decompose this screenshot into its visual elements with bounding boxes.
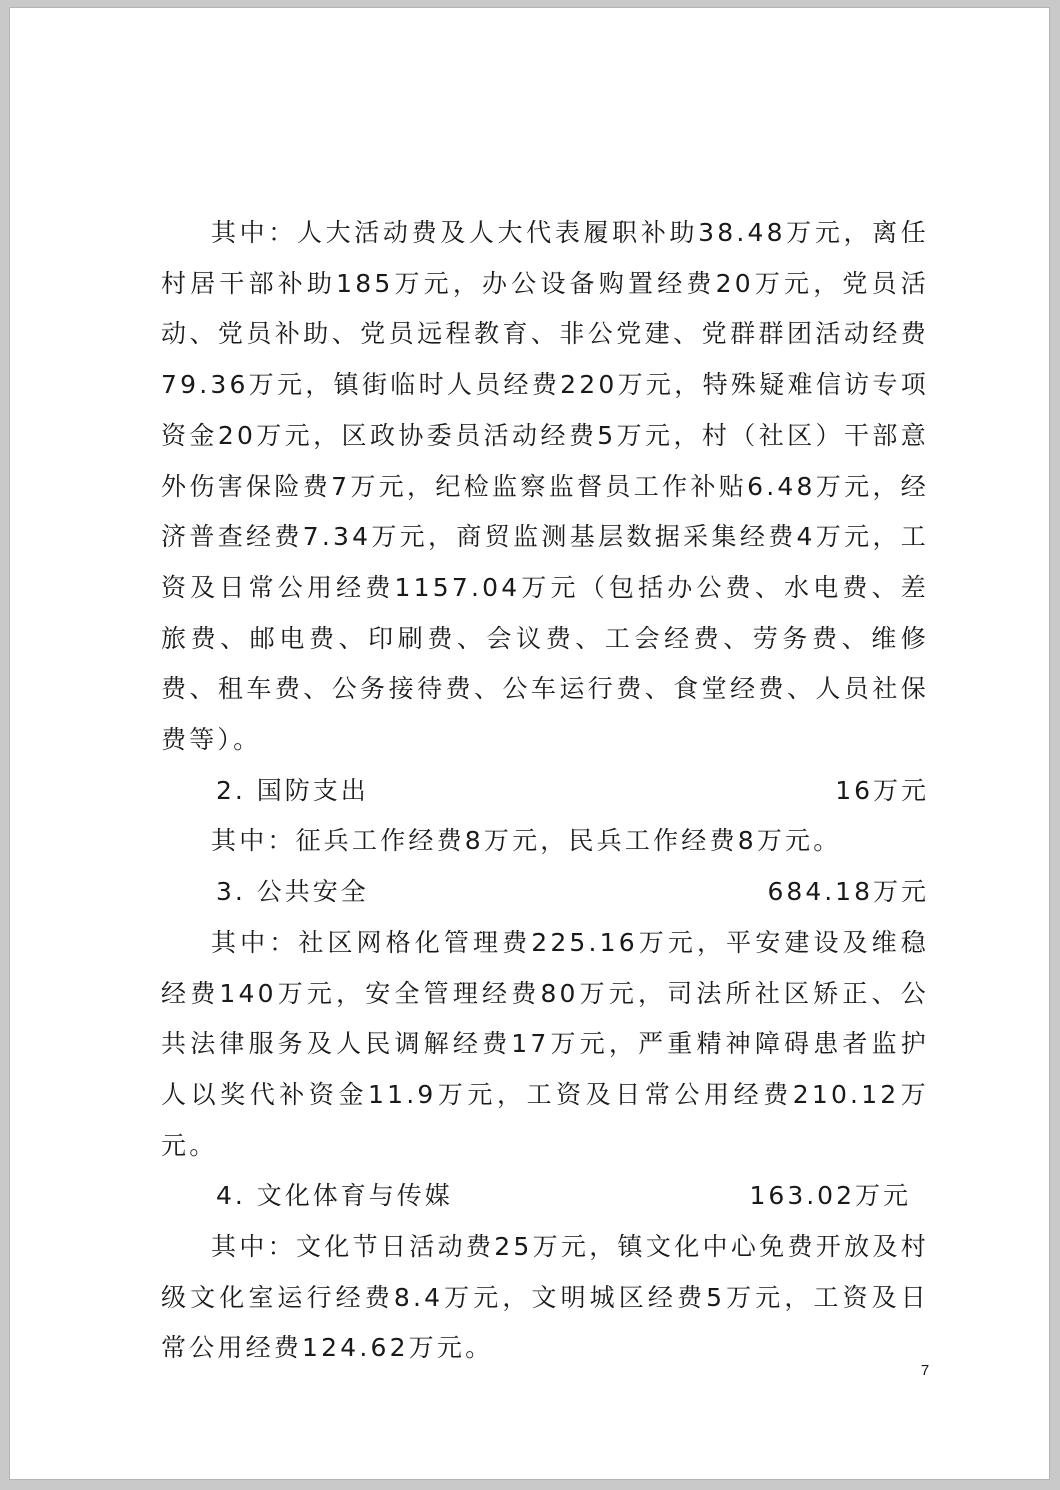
general-expenses-paragraph: 其中：人大活动费及人大代表履职补助38.48万元，离任村居干部补助185万元，办公设备购置经费20万元，党员活动、党员补助、党员远程教育、非公党建、党群群团活动经费79.36万元，镇街临时人员经费220万元，特殊疑难信访专项资金20万元，区政协委员活动经费5万元，村（社区）干部意外伤害保险费7万元，纪检监察监督员工作补贴6.48万元，经济普查经费7.34万元，商贸监测基层数据采集经费4万元，工资及日常公用经费1157.04万元（包括办公费、水电费、差旅费、邮电费、印刷费、会议费、工会经费、劳务费、维修费、租车费、公务接待费、公车运行费、食堂经费、人员社保费等）。 [161, 218, 929, 755]
public-security-detail-paragraph: 其中：社区网格化管理费225.16万元，平安建设及维稳经费140万元，安全管理经费80万元，司法所社区矫正、公共法律服务及人民调解经费17万元，严重精神障碍患者监护人以奖代补资金11.9万元，工资及日常公用经费210.12万元。 [161, 927, 929, 1160]
defense-detail-paragraph: 其中：征兵工作经费8万元，民兵工作经费8万元。 [211, 826, 842, 856]
section-title: 3. 公共安全 [216, 877, 369, 907]
section-amount: 684.18万元 [767, 877, 929, 907]
page-content [161, 208, 929, 1374]
section-title: 4. 文化体育与传媒 [216, 1181, 453, 1211]
section-heading-public-security [161, 867, 929, 918]
section-title: 2. 国防支出 [216, 775, 369, 805]
section-heading-culture-sports-media [161, 1171, 929, 1222]
section-heading-defense [161, 766, 929, 817]
document-page [9, 7, 1050, 1480]
section-amount: 163.02万元 [749, 1181, 911, 1211]
section-amount: 16万元 [835, 775, 929, 805]
culture-detail-paragraph: 其中：文化节日活动费25万元，镇文化中心免费开放及村级文化室运行经费8.4万元，文明城区经费5万元，工资及日常公用经费124.62万元。 [161, 1232, 929, 1363]
page-number: 7 [920, 1362, 930, 1379]
